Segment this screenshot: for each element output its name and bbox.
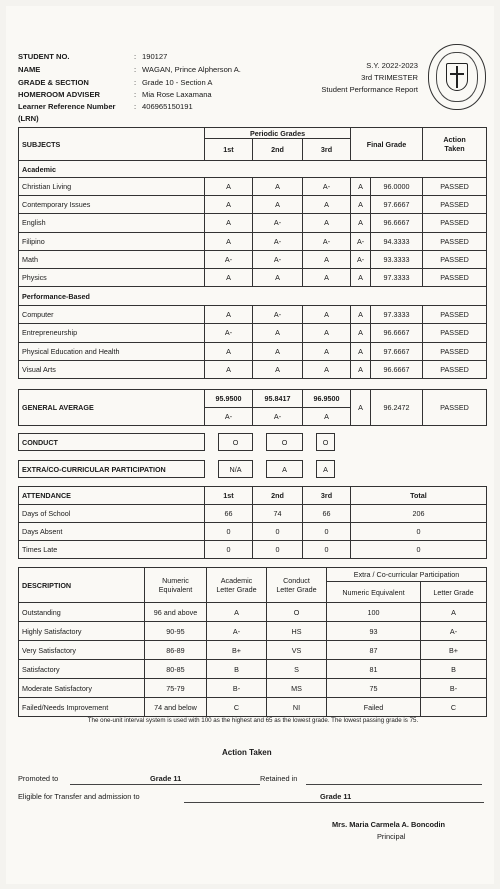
legend-extra-letter: A-	[421, 622, 487, 641]
legend-extra-letter: B	[421, 660, 487, 679]
legend-extra-numeric: 75	[327, 679, 421, 698]
attendance-2: 0	[253, 523, 303, 541]
attendance-col-3: 3rd	[303, 487, 351, 505]
attendance-3: 66	[303, 505, 351, 523]
attendance-item: Times Late	[19, 541, 205, 559]
ga-action: PASSED	[423, 390, 487, 426]
grade-period-1: A	[205, 214, 253, 232]
eligible-label: Eligible for Transfer and admission to	[18, 792, 140, 801]
final-letter: A-	[351, 250, 371, 268]
attendance-3: 0	[303, 523, 351, 541]
period-2-header: 2nd	[253, 139, 303, 161]
lrn-label: Learner Reference Number	[18, 102, 116, 111]
eligible-value: Grade 11	[320, 792, 352, 801]
final-numeric: 96.6667	[371, 324, 423, 342]
legend-extra-header: Extra / Co-curricular Participation	[327, 568, 487, 582]
final-numeric: 96.0000	[371, 178, 423, 196]
legend-numeric: 74 and below	[145, 698, 207, 717]
subject-name: Contemporary Issues	[19, 196, 205, 214]
action-taken: PASSED	[423, 360, 487, 378]
final-grade-header: Final Grade	[351, 128, 423, 161]
grade-period-3: A	[303, 268, 351, 286]
final-letter: A	[351, 324, 371, 342]
subject-name: Physical Education and Health	[19, 342, 205, 360]
subject-name: Physics	[19, 268, 205, 286]
final-letter: A	[351, 196, 371, 214]
principal-name: Mrs. Maria Carmela A. Boncodin	[332, 820, 446, 829]
grade-section: Grade 10 - Section A	[142, 78, 213, 87]
grade-period-1: A	[205, 196, 253, 214]
final-letter: A	[351, 178, 371, 196]
conduct-label: CONDUCT	[19, 434, 205, 451]
legend-extra-letter: A	[421, 603, 487, 622]
legend-desc-header: DESCRIPTION	[19, 568, 145, 603]
period-1-header: 1st	[205, 139, 253, 161]
attendance-col-1: 1st	[205, 487, 253, 505]
action-taken: PASSED	[423, 268, 487, 286]
action-taken: PASSED	[423, 178, 487, 196]
attendance-table	[18, 486, 487, 559]
grade-period-1: A	[205, 178, 253, 196]
lrn-label-abbrev: (LRN)	[18, 114, 39, 123]
grade-period-1: A-	[205, 250, 253, 268]
subject-name: Filipino	[19, 232, 205, 250]
legend-extra-numeric: 93	[327, 622, 421, 641]
shield-icon	[446, 63, 468, 91]
attendance-1: 0	[205, 523, 253, 541]
subjects-header: SUBJECTS	[19, 128, 205, 161]
legend-conduct-header: Conduct Letter Grade	[267, 568, 327, 603]
ga-numeric: 96.2472	[371, 390, 423, 426]
subject-name: Christian Living	[19, 178, 205, 196]
final-letter: A	[351, 360, 371, 378]
period-3-header: 3rd	[303, 139, 351, 161]
legend-extra-letter: B-	[421, 679, 487, 698]
attendance-2: 0	[253, 541, 303, 559]
legend-conduct-letter: S	[267, 660, 327, 679]
action-taken-title: Action Taken	[222, 748, 272, 757]
student-name: WAGAN, Prince Alpherson A.	[142, 65, 241, 74]
grade-period-2: A-	[253, 232, 303, 250]
subject-name: English	[19, 214, 205, 232]
grade-section-label: GRADE & SECTION	[18, 78, 89, 87]
promoted-label: Promoted to	[18, 774, 59, 783]
legend-description: Highly Satisfactory	[19, 622, 145, 641]
attendance-3: 0	[303, 541, 351, 559]
legend-extra-numeric: 87	[327, 641, 421, 660]
legend-extra-letter: C	[421, 698, 487, 717]
general-average-table	[18, 389, 487, 426]
ga-letter: A	[351, 390, 371, 426]
grade-period-2: A	[253, 268, 303, 286]
attendance-item: Days of School	[19, 505, 205, 523]
grade-period-2: A	[253, 360, 303, 378]
action-taken: PASSED	[423, 306, 487, 324]
final-letter: A	[351, 342, 371, 360]
legend-conduct-letter: O	[267, 603, 327, 622]
retained-label: Retained in	[260, 774, 298, 783]
grade-period-3: A	[303, 196, 351, 214]
action-taken: PASSED	[423, 250, 487, 268]
attendance-row	[19, 505, 487, 523]
legend-academic-letter: C	[207, 698, 267, 717]
action-taken: PASSED	[423, 214, 487, 232]
action-taken: PASSED	[423, 342, 487, 360]
action-header: Action Taken	[423, 128, 487, 161]
report-title: Student Performance Report	[321, 85, 418, 94]
extra-2: A	[267, 461, 303, 478]
grade-period-3: A	[303, 360, 351, 378]
legend-conduct-letter: VS	[267, 641, 327, 660]
legend-description: Satisfactory	[19, 660, 145, 679]
attendance-col-total: Total	[351, 487, 487, 505]
legend-conduct-letter: HS	[267, 622, 327, 641]
grade-period-1: A	[205, 342, 253, 360]
general-average-label: GENERAL AVERAGE	[19, 390, 205, 426]
grade-period-2: A-	[253, 306, 303, 324]
legend-extra-numeric: 81	[327, 660, 421, 679]
legend-extra-letter-header: Letter Grade	[421, 582, 487, 603]
subject-name: Math	[19, 250, 205, 268]
grade-period-1: A	[205, 232, 253, 250]
grade-period-3: A	[303, 342, 351, 360]
subject-row	[19, 268, 487, 286]
final-numeric: 97.3333	[371, 268, 423, 286]
conduct-table	[18, 433, 335, 451]
name-label: NAME	[18, 65, 41, 74]
legend-conduct-letter: MS	[267, 679, 327, 698]
final-letter: A	[351, 268, 371, 286]
final-numeric: 97.6667	[371, 342, 423, 360]
grade-period-2: A	[253, 178, 303, 196]
legend-numeric: 86-89	[145, 641, 207, 660]
grade-period-2: A	[253, 196, 303, 214]
ga-period-2: 95.8417	[253, 390, 303, 408]
ga-letter-1: A-	[205, 408, 253, 426]
grade-period-1: A	[205, 306, 253, 324]
grade-period-3: A	[303, 324, 351, 342]
grades-table	[18, 127, 487, 379]
final-letter: A	[351, 306, 371, 324]
subject-row	[19, 342, 487, 360]
grade-period-3: A	[303, 250, 351, 268]
grade-period-2: A-	[253, 250, 303, 268]
legend-row	[19, 622, 487, 641]
principal-title: Principal	[377, 832, 406, 841]
subject-row	[19, 214, 487, 232]
extra-label: EXTRA/CO-CURRICULAR PARTICIPATION	[19, 461, 205, 478]
lrn: 406965150191	[142, 102, 193, 111]
attendance-label: ATTENDANCE	[19, 487, 205, 505]
grade-period-3: A	[303, 214, 351, 232]
school-seal-logo	[428, 44, 486, 110]
legend-row	[19, 641, 487, 660]
action-taken: PASSED	[423, 232, 487, 250]
student-no-label: STUDENT NO.	[18, 52, 70, 61]
extra-1: N/A	[219, 461, 253, 478]
academic-section-label: Academic	[19, 161, 487, 178]
legend-academic-letter: B	[207, 660, 267, 679]
conduct-1: O	[219, 434, 253, 451]
legend-numeric: 75-79	[145, 679, 207, 698]
legend-extra-numeric: Failed	[327, 698, 421, 717]
legend-row	[19, 698, 487, 717]
legend-description: Moderate Satisfactory	[19, 679, 145, 698]
subject-row	[19, 232, 487, 250]
adviser: Mia Rose Laxamana	[142, 90, 212, 99]
grade-period-2: A	[253, 324, 303, 342]
subject-name: Visual Arts	[19, 360, 205, 378]
legend-conduct-letter: NI	[267, 698, 327, 717]
grade-period-3: A	[303, 306, 351, 324]
attendance-item: Days Absent	[19, 523, 205, 541]
action-taken: PASSED	[423, 196, 487, 214]
legend-academic-header: Academic Letter Grade	[207, 568, 267, 603]
final-letter: A	[351, 214, 371, 232]
subject-name: Computer	[19, 306, 205, 324]
grade-period-3: A-	[303, 232, 351, 250]
extra-curricular-table	[18, 460, 335, 478]
ga-letter-2: A-	[253, 408, 303, 426]
conduct-2: O	[267, 434, 303, 451]
legend-academic-letter: B+	[207, 641, 267, 660]
action-taken: PASSED	[423, 324, 487, 342]
attendance-1: 66	[205, 505, 253, 523]
final-numeric: 94.3333	[371, 232, 423, 250]
legend-extra-numeric: 100	[327, 603, 421, 622]
term: 3rd TRIMESTER	[361, 73, 418, 82]
legend-description: Outstanding	[19, 603, 145, 622]
legend-description: Failed/Needs Improvement	[19, 698, 145, 717]
legend-extra-letter: B+	[421, 641, 487, 660]
conduct-3: O	[317, 434, 335, 451]
grade-period-3: A-	[303, 178, 351, 196]
legend-row	[19, 679, 487, 698]
attendance-row	[19, 523, 487, 541]
final-numeric: 97.6667	[371, 196, 423, 214]
attendance-col-2: 2nd	[253, 487, 303, 505]
ga-period-1: 95.9500	[205, 390, 253, 408]
subject-row	[19, 178, 487, 196]
subject-row	[19, 250, 487, 268]
legend-row	[19, 660, 487, 679]
attendance-total: 0	[351, 523, 487, 541]
school-year: S.Y. 2022-2023	[366, 61, 418, 70]
grade-period-2: A	[253, 342, 303, 360]
grade-period-1: A-	[205, 324, 253, 342]
subject-row	[19, 360, 487, 378]
legend-numeric: 90-95	[145, 622, 207, 641]
attendance-1: 0	[205, 541, 253, 559]
subject-row	[19, 306, 487, 324]
final-numeric: 96.6667	[371, 214, 423, 232]
final-numeric: 96.6667	[371, 360, 423, 378]
performance-section-label: Performance-Based	[19, 287, 487, 306]
attendance-2: 74	[253, 505, 303, 523]
student-no: 190127	[142, 52, 168, 61]
subject-name: Entrepreneurship	[19, 324, 205, 342]
attendance-total: 0	[351, 541, 487, 559]
ga-period-3: 96.9500	[303, 390, 351, 408]
extra-3: A	[317, 461, 335, 478]
legend-description: Very Satisfactory	[19, 641, 145, 660]
final-numeric: 93.3333	[371, 250, 423, 268]
grading-note: The one-unit interval system is used with 100 as the highest and 65 as the lowest grade. The lowest passing grade is 75.	[87, 717, 419, 724]
final-letter: A-	[351, 232, 371, 250]
grade-period-1: A	[205, 360, 253, 378]
legend-numeric: 80-85	[145, 660, 207, 679]
grade-period-1: A	[205, 268, 253, 286]
legend-academic-letter: A-	[207, 622, 267, 641]
promoted-value: Grade 11	[150, 774, 182, 783]
grading-legend-table	[18, 567, 487, 717]
final-numeric: 97.3333	[371, 306, 423, 324]
periodic-header: Periodic Grades	[205, 128, 351, 139]
attendance-total: 206	[351, 505, 487, 523]
grade-period-2: A-	[253, 214, 303, 232]
retained-line	[306, 784, 482, 785]
legend-numeric-header: Numeric Equivalent	[145, 568, 207, 603]
legend-academic-letter: A	[207, 603, 267, 622]
subject-row	[19, 196, 487, 214]
attendance-row	[19, 541, 487, 559]
legend-extra-num-header: Numeric Equivalent	[327, 582, 421, 603]
eligible-line	[184, 802, 484, 803]
adviser-label: HOMEROOM ADVISER	[18, 90, 100, 99]
legend-numeric: 96 and above	[145, 603, 207, 622]
legend-academic-letter: B-	[207, 679, 267, 698]
legend-row	[19, 603, 487, 622]
promoted-line	[70, 784, 260, 785]
ga-letter-3: A	[303, 408, 351, 426]
subject-row	[19, 324, 487, 342]
